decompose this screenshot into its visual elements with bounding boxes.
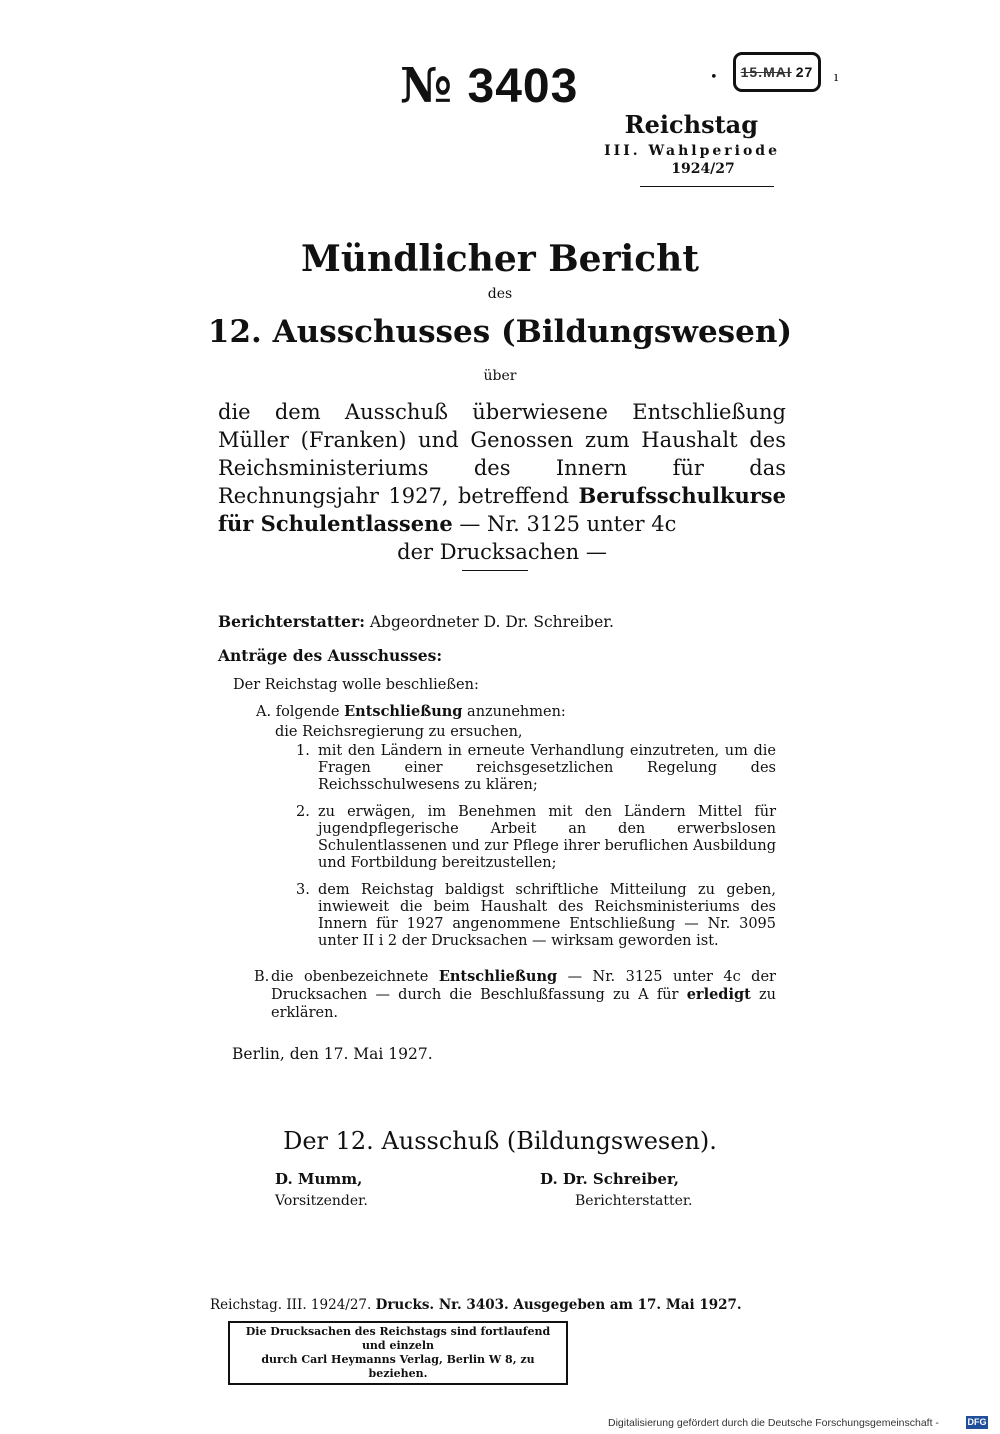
numbered-item-text: mit den Ländern in erneute Verhandlung einzutreten, um die Fragen einer reichsgesetzlichen Regelung des Reichsschulwesens zu klären; bbox=[318, 743, 776, 793]
publisher-notice bbox=[228, 1321, 568, 1385]
motion-a-label: A. bbox=[256, 704, 272, 720]
motion-a-bold: Entschließung bbox=[344, 703, 463, 720]
chair-role: Vorsitzender. bbox=[275, 1193, 368, 1209]
stamp-year: 27 bbox=[795, 64, 814, 80]
report-title: Mündlicher Bericht bbox=[301, 238, 699, 280]
document-number-value: 3403 bbox=[467, 60, 579, 113]
header-rule bbox=[640, 186, 774, 187]
place-and-date: Berlin, den 17. Mai 1927. bbox=[232, 1045, 433, 1063]
section-separator bbox=[462, 570, 528, 571]
numbered-item-number: 3. bbox=[296, 882, 310, 898]
title-connector-des: des bbox=[487, 286, 513, 302]
motion-b-bold-2: erledigt bbox=[686, 986, 751, 1003]
numbered-item bbox=[296, 804, 776, 872]
subject-text-end: — Nr. 3125 unter 4c bbox=[452, 512, 677, 536]
digitization-credit: Digitalisierung gefördert durch die Deutsche Forschungsgemeinschaft - bbox=[608, 1417, 939, 1429]
motions-intro: Der Reichstag wolle beschließen: bbox=[233, 677, 479, 693]
title-connector-ueber: über bbox=[483, 368, 517, 384]
subject-text-start: die dem Ausschuß überwiesene Entschließung Müller (Franken) und Genossen zum Haushalt des Reichsministeriums des Innern für das Rechnungsjahr 1927, betreffend bbox=[218, 400, 786, 508]
motion-a bbox=[256, 703, 566, 720]
document-number bbox=[400, 58, 578, 114]
numbered-item-number: 2. bbox=[296, 804, 310, 820]
numbered-item bbox=[296, 743, 776, 794]
signature-committee: Der 12. Ausschuß (Bildungswesen). bbox=[283, 1127, 717, 1155]
subject-bold-topic: Berufsschulkurse für Schulentlassene bbox=[218, 483, 786, 536]
motion-a-after: anzunehmen: bbox=[462, 704, 566, 720]
numbered-item bbox=[296, 882, 776, 950]
publisher-notice-line-1: Die Drucksachen des Reichstags sind fortlaufend und einzeln bbox=[245, 1325, 551, 1352]
motion-b-before: die obenbezeichnete bbox=[271, 969, 439, 985]
footer-reichstag: Reichstag. III. 1924/27. bbox=[210, 1297, 376, 1313]
publication-footer bbox=[210, 1297, 742, 1313]
motion-a-before: folgende bbox=[275, 704, 345, 720]
motions-heading: Anträge des Ausschusses: bbox=[218, 646, 443, 665]
reporter-label: Berichterstatter: bbox=[218, 612, 365, 631]
reichstag-label: Reichstag bbox=[624, 110, 758, 139]
publisher-notice-line-2: durch Carl Heymanns Verlag, Berlin W 8, zu beziehen. bbox=[261, 1353, 535, 1380]
motion-a-sub: die Reichsregierung zu ersuchen, bbox=[275, 724, 523, 740]
subject-last-line: der Drucksachen — bbox=[397, 540, 607, 564]
motion-b-after: zu erklären. bbox=[271, 987, 776, 1021]
reporter-signature-name: D. Dr. Schreiber, bbox=[540, 1170, 679, 1188]
numbered-item-number: 1. bbox=[296, 743, 310, 759]
stamp-tick-left: • bbox=[710, 70, 718, 85]
date-stamp bbox=[733, 52, 821, 92]
reichstag-header bbox=[600, 110, 780, 177]
report-subject bbox=[218, 398, 786, 566]
stamp-tick-right: ı bbox=[834, 70, 839, 85]
electoral-period: III. Wahlperiode bbox=[604, 143, 780, 159]
chair-name: D. Mumm, bbox=[275, 1170, 363, 1188]
numbered-item-text: zu erwägen, im Benehmen mit den Ländern Mittel für jugendpflegerische Arbeit an den erwerbslosen Schulentlassenen und zur Pflege ihrer beruflichen Ausbildung und Fortbildung bereitzustellen; bbox=[318, 804, 776, 871]
reporter-line bbox=[218, 612, 614, 631]
number-sign: № bbox=[400, 58, 454, 114]
motion-b-middle: — Nr. 3125 unter 4c der Drucksachen — durch die Beschlußfassung zu A für bbox=[271, 969, 776, 1003]
dfg-logo: DFG bbox=[967, 1417, 987, 1427]
motion-b-bold-1: Entschließung bbox=[438, 968, 558, 985]
motion-b bbox=[254, 968, 776, 1022]
motion-b-label: B. bbox=[254, 969, 270, 985]
reporter-value: Abgeordneter D. Dr. Schreiber. bbox=[369, 613, 614, 631]
committee-heading: 12. Ausschusses (Bildungswesen) bbox=[207, 314, 793, 350]
period-years: 1924/27 bbox=[671, 161, 735, 177]
reporter-signature-role: Berichterstatter. bbox=[575, 1193, 693, 1209]
footer-print-info: Drucks. Nr. 3403. Ausgegeben am 17. Mai 1927. bbox=[375, 1297, 742, 1313]
numbered-item-text: dem Reichstag baldigst schriftliche Mitteilung zu geben, inwieweit die beim Haushalt des Reichsministeriums des Innern für 1927 angenommene Entschließung — Nr. 3095 unter II i 2 der Drucksachen — wirksam geworden ist. bbox=[318, 882, 776, 949]
motion-b-text bbox=[271, 968, 776, 1022]
stamp-struck-date: 15.MAI bbox=[740, 64, 792, 80]
